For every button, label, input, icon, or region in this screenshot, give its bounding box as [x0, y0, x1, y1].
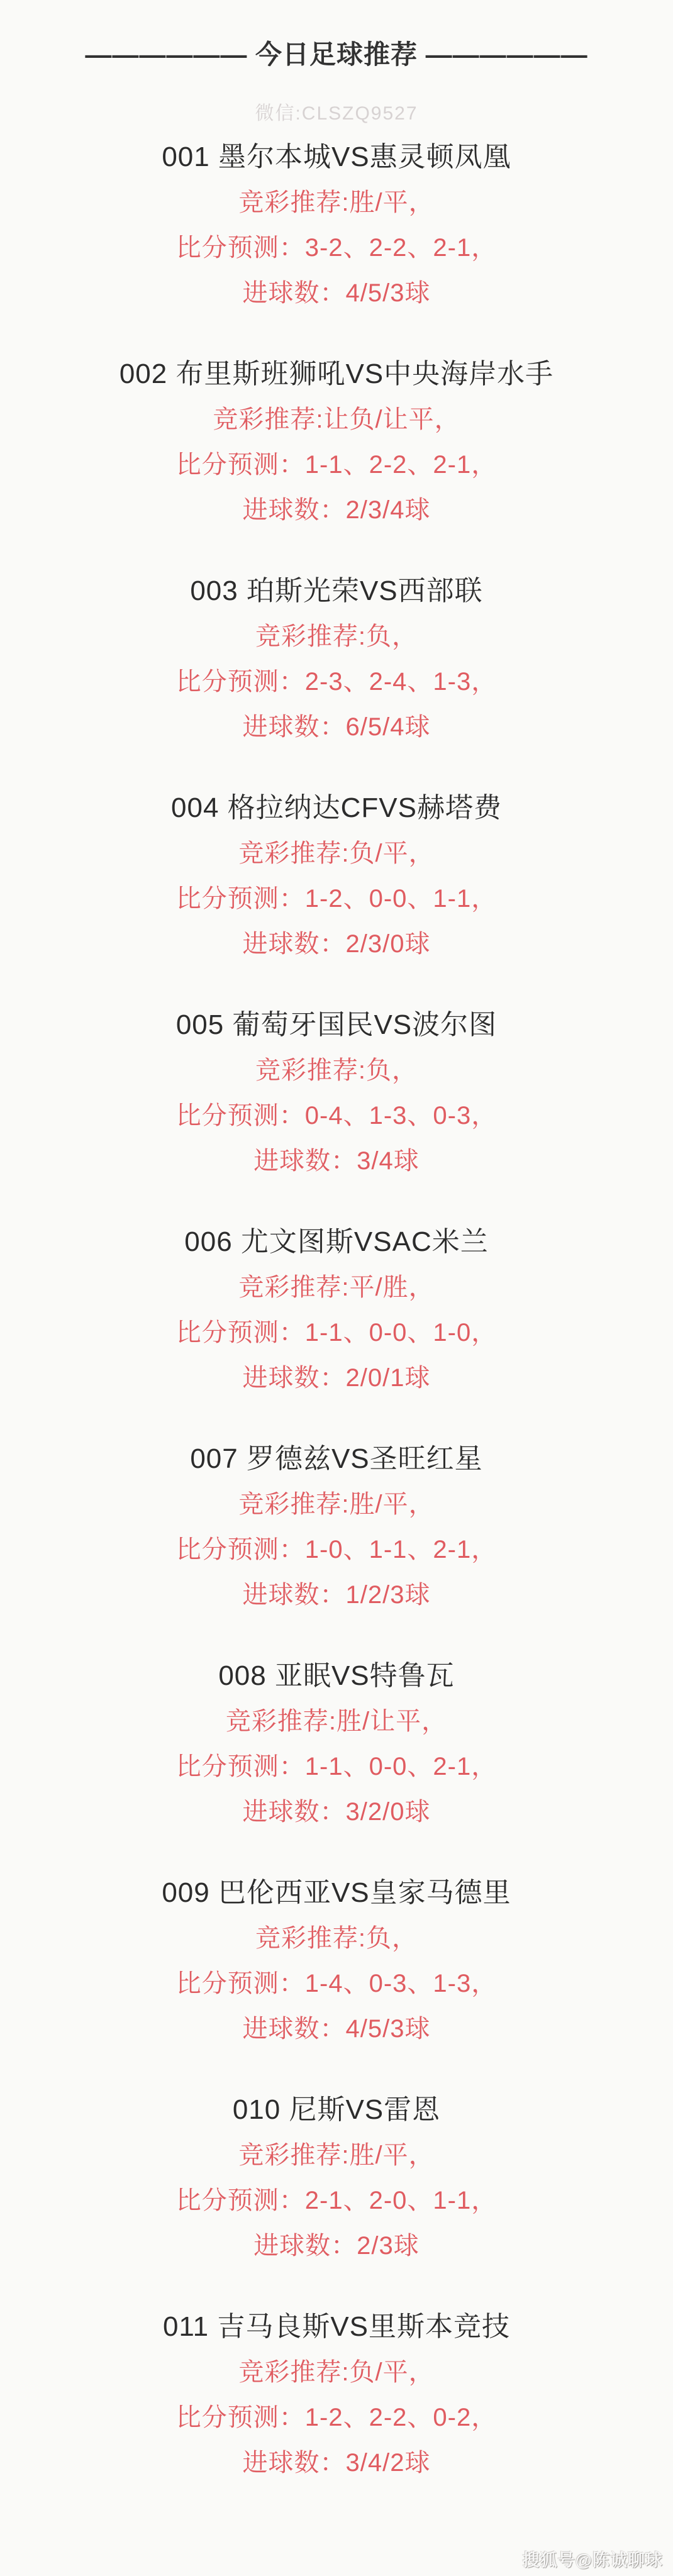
- match-title: 009 巴伦西亚VS皇家马德里: [162, 1877, 511, 1908]
- match-card: [0, 1219, 673, 1401]
- match-score-prediction-line: 比分预测：1-2、0-0、1-1，: [175, 885, 498, 913]
- match-goal-count-line: 进球数：2/3/4球: [242, 496, 431, 524]
- match-score-prediction-line: 比分预测：1-1、0-0、2-1，: [175, 1753, 498, 1780]
- match-recommendation-line: 竞彩推荐:胜/平，: [238, 2141, 435, 2169]
- match-card: [0, 2304, 673, 2485]
- page-title: —————— 今日足球推荐 ——————: [85, 40, 588, 69]
- match-title: 003 珀斯光荣VS西部联: [190, 575, 483, 606]
- match-title: 001 墨尔本城VS惠灵顿凤凰: [162, 142, 511, 172]
- match-title: 004 格拉纳达CFVS赫塔费: [171, 792, 502, 823]
- match-goal-count-line: 进球数：2/3/0球: [242, 930, 431, 958]
- match-recommendation-line: 竞彩推荐:负，: [255, 1924, 418, 1952]
- match-goal-count-line: 进球数：2/0/1球: [242, 1364, 431, 1392]
- match-card: [0, 1870, 673, 2051]
- match-score-prediction-line: 比分预测：0-4、1-3、0-3，: [175, 1102, 498, 1130]
- match-score-prediction-line: 比分预测：1-2、2-2、0-2，: [175, 2404, 498, 2431]
- match-score-prediction-line: 比分预测：1-4、0-3、1-3，: [175, 1970, 498, 1997]
- match-score-prediction-line: 比分预测：1-1、0-0、1-0，: [175, 1319, 498, 1346]
- match-goal-count-line: 进球数：4/5/3球: [242, 279, 431, 307]
- match-recommendation-line: 竞彩推荐:负/平，: [238, 840, 435, 867]
- match-recommendation-line: 竞彩推荐:负，: [255, 1057, 418, 1084]
- match-goal-count-line: 进球数：2/3球: [253, 2232, 420, 2260]
- match-card: [0, 135, 673, 316]
- match-recommendation-line: 竞彩推荐:让负/让平，: [213, 406, 460, 433]
- match-recommendation-line: 竞彩推荐:负/平，: [238, 2358, 435, 2386]
- match-goal-count-line: 进球数：3/4/2球: [242, 2449, 431, 2477]
- match-list: [0, 135, 673, 2485]
- match-goal-count-line: 进球数：4/5/3球: [242, 2015, 431, 2043]
- match-card: [0, 2087, 673, 2268]
- match-title: 007 罗德兹VS圣旺红星: [190, 1443, 483, 1474]
- match-card: [0, 352, 673, 533]
- match-score-prediction-line: 比分预测：2-3、2-4、1-3，: [175, 668, 498, 696]
- match-recommendation-line: 竞彩推荐:胜/平，: [238, 189, 435, 216]
- match-score-prediction-line: 比分预测：3-2、2-2、2-1，: [175, 234, 498, 262]
- wechat-id: 微信:CLSZQ9527: [255, 103, 418, 124]
- match-title: 005 葡萄牙国民VS波尔图: [175, 1009, 498, 1040]
- match-title: 008 亚眠VS特鲁瓦: [218, 1660, 455, 1691]
- match-score-prediction-line: 比分预测：2-1、2-0、1-1，: [175, 2187, 498, 2214]
- match-goal-count-line: 进球数：3/4球: [253, 1147, 420, 1175]
- match-title: 010 尼斯VS雷恩: [232, 2094, 441, 2125]
- match-recommendation-line: 竞彩推荐:负，: [255, 623, 418, 650]
- match-title: 011 吉马良斯VS里斯本竞技: [162, 2311, 511, 2342]
- match-goal-count-line: 进球数：6/5/4球: [242, 713, 431, 741]
- match-title: 006 尤文图斯VSAC米兰: [184, 1226, 489, 1257]
- match-title: 002 布里斯班狮吼VS中央海岸水手: [119, 358, 554, 389]
- match-recommendation-line: 竞彩推荐:胜/让平，: [225, 1707, 448, 1735]
- match-recommendation-line: 竞彩推荐:胜/平，: [238, 1491, 435, 1518]
- match-card: [0, 1436, 673, 1618]
- match-goal-count-line: 进球数：3/2/0球: [242, 1798, 431, 1826]
- match-card: [0, 1653, 673, 1835]
- match-recommendation-line: 竞彩推荐:平/胜，: [238, 1274, 435, 1301]
- match-score-prediction-line: 比分预测：1-1、2-2、2-1，: [175, 451, 498, 479]
- match-card: [0, 786, 673, 967]
- match-score-prediction-line: 比分预测：1-0、1-1、2-1，: [175, 1536, 498, 1563]
- match-card: [0, 569, 673, 750]
- match-goal-count-line: 进球数：1/2/3球: [242, 1581, 431, 1609]
- watermark: 搜狐号@陈诚聊球: [522, 2551, 663, 2570]
- match-card: [0, 1002, 673, 1184]
